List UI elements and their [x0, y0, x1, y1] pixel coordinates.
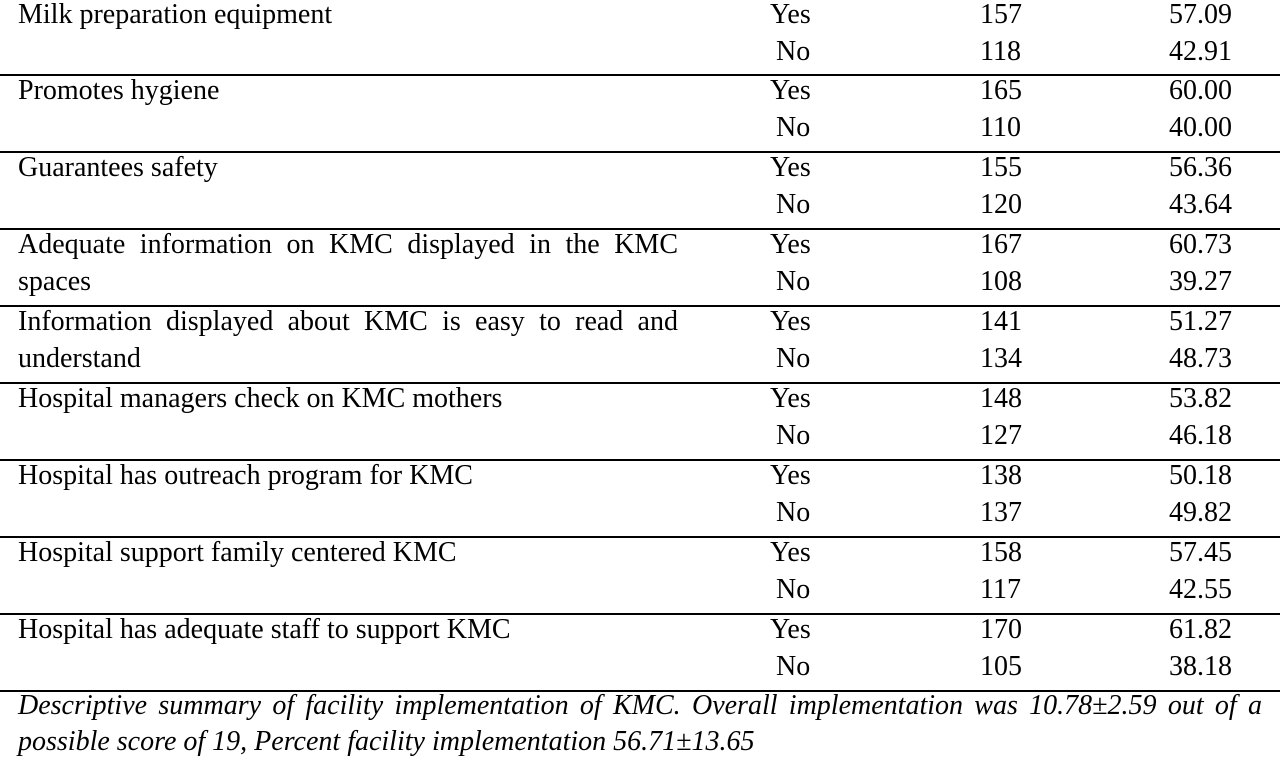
percent-yes: 56.36: [1169, 152, 1232, 183]
count-no: 127: [980, 420, 1022, 451]
count-no: 108: [980, 266, 1022, 297]
table-row: [0, 461, 1280, 538]
item-label: Information displayed about KMC is easy to read and understand: [18, 306, 678, 374]
count-yes: 155: [980, 152, 1022, 183]
percent-no: 42.55: [1169, 574, 1232, 605]
count-yes: 170: [980, 614, 1022, 645]
count-no: 137: [980, 497, 1022, 528]
response-yes: Yes: [770, 537, 811, 568]
count-yes: 138: [980, 460, 1022, 491]
count-no: 118: [980, 36, 1021, 67]
count-no: 110: [980, 112, 1021, 143]
response-yes: Yes: [770, 75, 811, 106]
percent-yes: 57.09: [1169, 0, 1232, 30]
percent-yes: 61.82: [1169, 614, 1232, 645]
response-no: No: [776, 420, 811, 451]
response-yes: Yes: [770, 383, 811, 414]
percent-no: 40.00: [1169, 112, 1232, 143]
count-yes: 158: [980, 537, 1022, 568]
response-yes: Yes: [770, 460, 811, 491]
percent-no: 38.18: [1169, 651, 1232, 682]
item-label: Milk preparation equipment: [18, 0, 333, 30]
table-row: [0, 384, 1280, 461]
response-no: No: [776, 189, 811, 220]
table-row: [0, 615, 1280, 692]
count-yes: 165: [980, 75, 1022, 106]
table-row: [0, 153, 1280, 230]
percent-no: 43.64: [1169, 189, 1232, 220]
count-no: 117: [980, 574, 1021, 605]
response-yes: Yes: [770, 614, 811, 645]
response-no: No: [776, 497, 811, 528]
percent-no: 39.27: [1169, 266, 1232, 297]
percent-yes: 60.73: [1169, 229, 1232, 260]
item-label: Promotes hygiene: [18, 75, 220, 106]
response-no: No: [776, 651, 811, 682]
table-row: [0, 307, 1280, 384]
percent-yes: 60.00: [1169, 75, 1232, 106]
count-yes: 157: [980, 0, 1022, 30]
percent-no: 42.91: [1169, 36, 1232, 67]
item-label: Guarantees safety: [18, 152, 218, 183]
percent-no: 46.18: [1169, 420, 1232, 451]
count-yes: 148: [980, 383, 1022, 414]
count-yes: 167: [980, 229, 1022, 260]
table-row: [0, 76, 1280, 153]
response-no: No: [776, 36, 811, 67]
response-no: No: [776, 343, 811, 374]
response-yes: Yes: [770, 0, 811, 30]
item-label: Adequate information on KMC displayed in the KMC spaces: [18, 229, 678, 297]
response-yes: Yes: [770, 306, 811, 337]
percent-yes: 53.82: [1169, 383, 1232, 414]
item-label: Hospital has adequate staff to support KMC: [18, 614, 511, 645]
table-row: [0, 230, 1280, 307]
percent-yes: 51.27: [1169, 306, 1232, 337]
count-yes: 141: [980, 306, 1022, 337]
response-yes: Yes: [770, 229, 811, 260]
response-yes: Yes: [770, 152, 811, 183]
count-no: 134: [980, 343, 1022, 374]
response-no: No: [776, 574, 811, 605]
item-label: Hospital managers check on KMC mothers: [18, 383, 503, 414]
percent-yes: 50.18: [1169, 460, 1232, 491]
item-label: Hospital has outreach program for KMC: [18, 460, 473, 491]
percent-yes: 57.45: [1169, 537, 1232, 568]
table-row: [0, 0, 1280, 76]
count-no: 120: [980, 189, 1022, 220]
table-row: [0, 538, 1280, 615]
percent-no: 48.73: [1169, 343, 1232, 374]
percent-no: 49.82: [1169, 497, 1232, 528]
response-no: No: [776, 266, 811, 297]
table-footnote: Descriptive summary of facility implementation of KMC. Overall implementation was 10.78±2.59 out of a possible score of 19, Percent facility implementation 56.71±13.65: [18, 690, 1262, 757]
response-no: No: [776, 112, 811, 143]
count-no: 105: [980, 651, 1022, 682]
item-label: Hospital support family centered KMC: [18, 537, 457, 568]
